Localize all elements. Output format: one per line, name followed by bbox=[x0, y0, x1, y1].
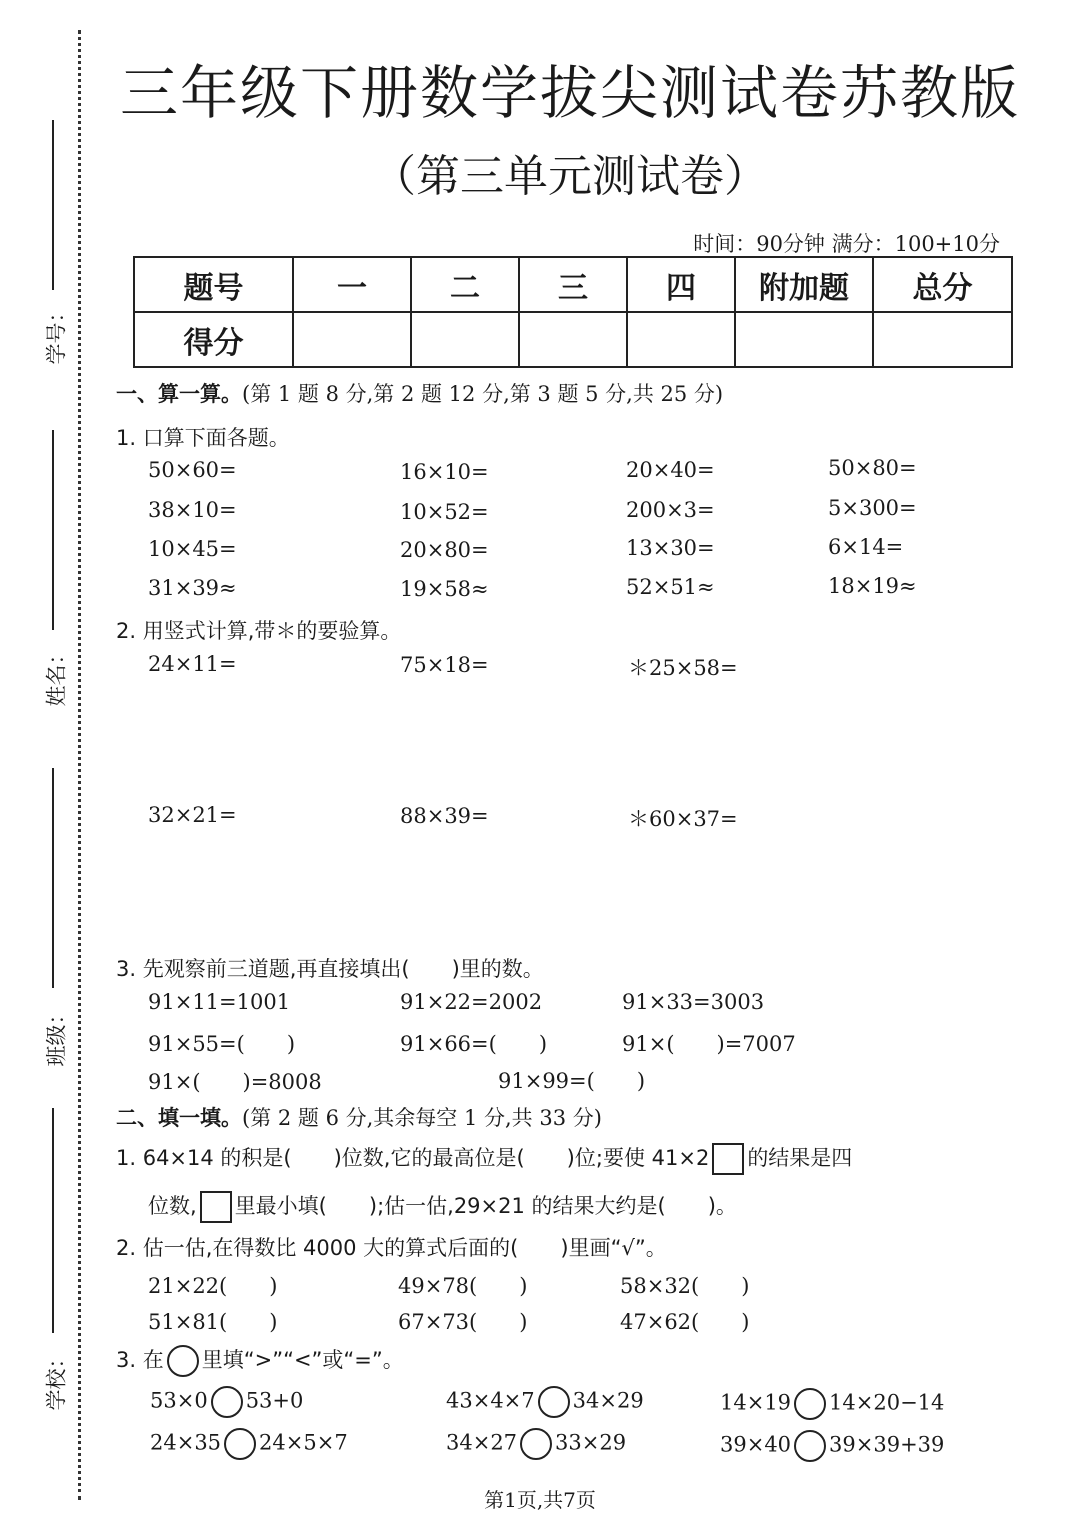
answer-box[interactable] bbox=[200, 1191, 232, 1223]
s2-q1-line1 bbox=[116, 1142, 852, 1175]
student-id-label: 学号： bbox=[44, 301, 69, 365]
compare-left: 53×0 bbox=[150, 1388, 208, 1413]
score-table bbox=[133, 256, 1013, 368]
score-header: 总分 bbox=[873, 257, 1012, 312]
compare-left: 43×4×7 bbox=[446, 1388, 535, 1413]
s1-q1-expr: 5×300= bbox=[828, 496, 917, 520]
s2-q3-line bbox=[116, 1344, 404, 1377]
s1-q1-expr: 13×30= bbox=[626, 536, 715, 560]
s2-q1-text: 1. 64×14 的积是( )位数,它的最高位是( )位;要使 41×2 bbox=[116, 1146, 710, 1170]
score-cell[interactable] bbox=[411, 312, 519, 367]
score-header: 一 bbox=[293, 257, 411, 312]
compare-circle[interactable] bbox=[794, 1430, 826, 1462]
name-label: 姓名： bbox=[44, 643, 69, 707]
s1-q3-expr: 91×22=2002 bbox=[400, 990, 543, 1014]
compare-left: 14×19 bbox=[720, 1390, 792, 1415]
s1-q1-expr: 200×3= bbox=[626, 498, 715, 522]
s1-q2-text: 2. 用竖式计算,带＊的要验算。 bbox=[116, 619, 402, 643]
compare-right: 33×29 bbox=[555, 1430, 627, 1455]
compare-circle[interactable] bbox=[211, 1386, 243, 1418]
s2-q3-text: 里填“>”“<”或“=”。 bbox=[201, 1348, 404, 1372]
fold-line bbox=[78, 30, 81, 1500]
school-line bbox=[52, 1108, 54, 1333]
section-2-heading bbox=[116, 1102, 602, 1132]
score-cell[interactable] bbox=[735, 312, 873, 367]
page-footer: 第1页,共7页 bbox=[484, 1488, 596, 1512]
class-label: 班级： bbox=[44, 1003, 69, 1067]
compare-left: 24×35 bbox=[150, 1430, 222, 1455]
score-header: 三 bbox=[519, 257, 627, 312]
s2-q3-text: 3. 在 bbox=[116, 1348, 164, 1372]
compare-circle[interactable] bbox=[794, 1388, 826, 1420]
s2-q1-line2 bbox=[148, 1190, 737, 1223]
compare-left: 39×40 bbox=[720, 1432, 792, 1457]
compare-right: 24×5×7 bbox=[259, 1430, 348, 1455]
compare-item bbox=[446, 1386, 644, 1418]
s2-q1-text: 位数, bbox=[148, 1194, 197, 1218]
s1-q1-expr: 20×40= bbox=[626, 458, 715, 482]
compare-item bbox=[150, 1386, 303, 1418]
page-title: 三年级下册数学拔尖测试卷苏教版 bbox=[119, 59, 1020, 127]
compare-right: 53+0 bbox=[245, 1388, 304, 1413]
compare-right: 14×20−14 bbox=[829, 1390, 945, 1415]
s2-q2-text: 2. 估一估,在得数比 4000 大的算式后面的( )里画“√”。 bbox=[116, 1236, 667, 1260]
s1-q3-expr: 91×( )=7007 bbox=[622, 1032, 796, 1056]
section-1-title: 一、算一算。 bbox=[116, 382, 242, 406]
s1-q2-expr: ＊60×37= bbox=[628, 807, 738, 831]
score-cell[interactable] bbox=[519, 312, 627, 367]
s1-q1-text: 1. 口算下面各题。 bbox=[116, 426, 290, 450]
compare-circle bbox=[167, 1345, 199, 1377]
class-line bbox=[52, 768, 54, 988]
s1-q3-expr: 91×11=1001 bbox=[148, 990, 291, 1014]
compare-item bbox=[720, 1388, 944, 1420]
compare-circle[interactable] bbox=[520, 1428, 552, 1460]
s1-q1-expr: 38×10= bbox=[148, 498, 237, 522]
s2-q2-expr: 58×32( ) bbox=[620, 1274, 750, 1298]
s1-q1-expr: 19×58≈ bbox=[400, 577, 489, 601]
compare-item bbox=[446, 1428, 626, 1460]
section-1-heading bbox=[116, 378, 723, 408]
answer-box[interactable] bbox=[712, 1143, 744, 1175]
s1-q1-expr: 20×80= bbox=[400, 538, 489, 562]
s2-q1-text: 里最小填( );估一估,29×21 的结果大约是( )。 bbox=[234, 1194, 737, 1218]
compare-circle[interactable] bbox=[538, 1386, 570, 1418]
exam-meta: 时间：90分钟 满分：100+10分 bbox=[693, 232, 1000, 256]
score-header: 四 bbox=[627, 257, 735, 312]
s1-q3-expr: 91×33=3003 bbox=[622, 990, 765, 1014]
s1-q2-expr: ＊25×58= bbox=[628, 656, 738, 680]
score-cell[interactable] bbox=[627, 312, 735, 367]
s1-q1-expr: 52×51≈ bbox=[626, 575, 715, 599]
s1-q2-expr: 88×39= bbox=[400, 804, 489, 828]
s1-q2-expr: 24×11= bbox=[148, 652, 237, 676]
s1-q1-expr: 50×80= bbox=[828, 456, 917, 480]
score-header: 二 bbox=[411, 257, 519, 312]
score-header: 附加题 bbox=[735, 257, 873, 312]
page-subtitle: （第三单元测试卷） bbox=[372, 151, 768, 202]
s1-q1-expr: 31×39≈ bbox=[148, 576, 237, 600]
s1-q1-expr: 16×10= bbox=[400, 460, 489, 484]
compare-right: 39×39+39 bbox=[829, 1432, 945, 1457]
section-2-title: 二、填一填。 bbox=[116, 1106, 242, 1130]
section-1-note: (第 1 题 8 分,第 2 题 12 分,第 3 题 5 分,共 25 分) bbox=[242, 382, 724, 406]
score-cell[interactable] bbox=[293, 312, 411, 367]
s1-q2-expr: 32×21= bbox=[148, 803, 237, 827]
s1-q1-expr: 6×14= bbox=[828, 535, 904, 559]
s1-q1-expr: 10×45= bbox=[148, 537, 237, 561]
s1-q1-expr: 18×19≈ bbox=[828, 574, 917, 598]
s1-q3-expr: 91×66=( ) bbox=[400, 1032, 548, 1056]
score-header: 题号 bbox=[134, 257, 293, 312]
name-line bbox=[52, 430, 54, 630]
school-label: 学校： bbox=[44, 1347, 69, 1411]
s1-q3-expr: 91×99=( ) bbox=[498, 1069, 646, 1093]
s2-q2-expr: 21×22( ) bbox=[148, 1274, 278, 1298]
s2-q2-expr: 49×78( ) bbox=[398, 1274, 528, 1298]
score-cell[interactable] bbox=[873, 312, 1012, 367]
s1-q3-expr: 91×55=( ) bbox=[148, 1032, 296, 1056]
s2-q2-expr: 67×73( ) bbox=[398, 1310, 528, 1334]
compare-left: 34×27 bbox=[446, 1430, 518, 1455]
s1-q1-expr: 10×52= bbox=[400, 500, 489, 524]
s2-q1-text: 的结果是四 bbox=[747, 1146, 853, 1170]
s2-q2-expr: 47×62( ) bbox=[620, 1310, 750, 1334]
compare-item bbox=[150, 1428, 348, 1460]
score-row-label: 得分 bbox=[134, 312, 293, 367]
s1-q1-expr: 50×60= bbox=[148, 458, 237, 482]
s2-q2-expr: 51×81( ) bbox=[148, 1310, 278, 1334]
s1-q3-expr: 91×( )=8008 bbox=[148, 1070, 322, 1094]
s1-q2-expr: 75×18= bbox=[400, 653, 489, 677]
compare-right: 34×29 bbox=[572, 1388, 644, 1413]
s1-q3-text: 3. 先观察前三道题,再直接填出( )里的数。 bbox=[116, 957, 544, 981]
compare-circle[interactable] bbox=[224, 1428, 256, 1460]
compare-item bbox=[720, 1430, 944, 1462]
section-2-note: (第 2 题 6 分,其余每空 1 分,共 33 分) bbox=[242, 1106, 602, 1130]
